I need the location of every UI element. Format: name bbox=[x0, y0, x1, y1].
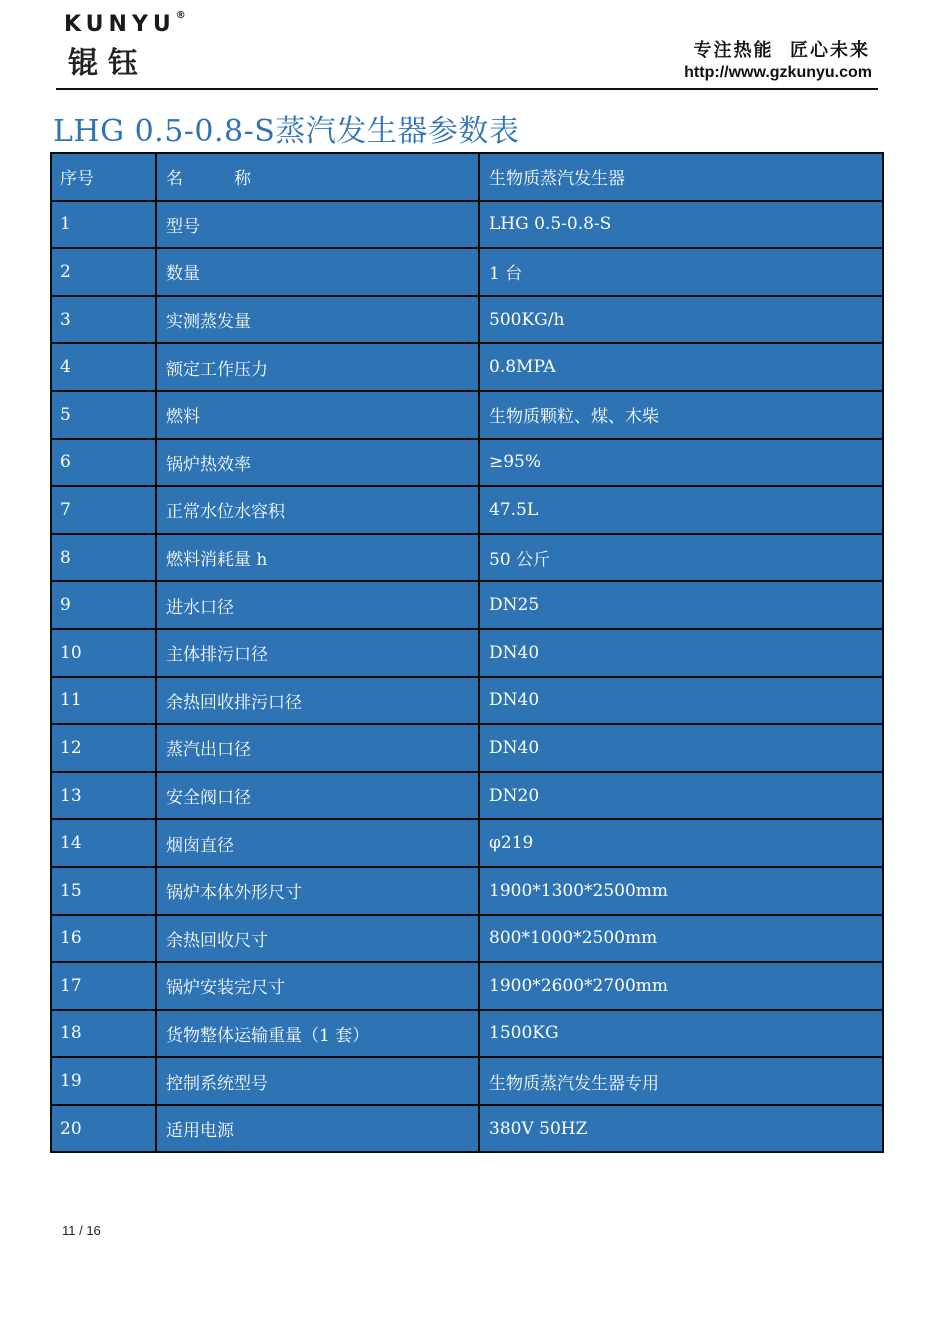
table-row bbox=[51, 391, 883, 439]
row-name-cell: 主体排污口径 bbox=[156, 629, 479, 677]
row-name-cell: 余热回收排污口径 bbox=[156, 677, 479, 725]
row-name-cell: 控制系统型号 bbox=[156, 1057, 479, 1105]
row-no-cell: 8 bbox=[51, 534, 156, 582]
table-row bbox=[51, 201, 883, 249]
table-row bbox=[51, 1105, 883, 1153]
table-row bbox=[51, 772, 883, 820]
row-value-cell: ≥95% bbox=[479, 439, 883, 487]
row-no-cell: 6 bbox=[51, 439, 156, 487]
row-value-cell: LHG 0.5-0.8-S bbox=[479, 201, 883, 249]
header-divider bbox=[56, 88, 878, 90]
table-row bbox=[51, 486, 883, 534]
row-value-cell: DN20 bbox=[479, 772, 883, 820]
table-row bbox=[51, 629, 883, 677]
row-value-cell: 生物质蒸汽发生器专用 bbox=[479, 1057, 883, 1105]
row-name-cell: 正常水位水容积 bbox=[156, 486, 479, 534]
row-no-cell: 13 bbox=[51, 772, 156, 820]
table-row bbox=[51, 296, 883, 344]
row-name-cell: 蒸汽出口径 bbox=[156, 724, 479, 772]
row-no-cell: 20 bbox=[51, 1105, 156, 1153]
row-name-cell: 实测蒸发量 bbox=[156, 296, 479, 344]
row-no-cell: 7 bbox=[51, 486, 156, 534]
table-row bbox=[51, 724, 883, 772]
table-row bbox=[51, 677, 883, 725]
row-no-cell: 3 bbox=[51, 296, 156, 344]
row-name-cell: 锅炉热效率 bbox=[156, 439, 479, 487]
table-row bbox=[51, 1057, 883, 1105]
row-name-cell: 燃料消耗量 h bbox=[156, 534, 479, 582]
row-value-cell: 1900*1300*2500mm bbox=[479, 867, 883, 915]
table-row bbox=[51, 439, 883, 487]
brand-logo bbox=[64, 8, 264, 81]
row-no-cell: 2 bbox=[51, 248, 156, 296]
table-header-row bbox=[51, 153, 883, 201]
table-row bbox=[51, 867, 883, 915]
row-value-cell: 1 台 bbox=[479, 248, 883, 296]
row-value-cell: 500KG/h bbox=[479, 296, 883, 344]
row-no-cell: 4 bbox=[51, 343, 156, 391]
table-row bbox=[51, 962, 883, 1010]
row-value-cell: 47.5L bbox=[479, 486, 883, 534]
row-value-cell: 50 公斤 bbox=[479, 534, 883, 582]
row-no-cell: 12 bbox=[51, 724, 156, 772]
brand-name-en: KUNYU® bbox=[64, 10, 186, 37]
row-no-cell: 15 bbox=[51, 867, 156, 915]
row-value-cell: DN40 bbox=[479, 677, 883, 725]
row-no-cell: 11 bbox=[51, 677, 156, 725]
row-name-cell: 数量 bbox=[156, 248, 479, 296]
header-no-cell: 序号 bbox=[51, 153, 156, 201]
table-row bbox=[51, 819, 883, 867]
header-value-cell: 生物质蒸汽发生器 bbox=[479, 153, 883, 201]
row-value-cell: 0.8MPA bbox=[479, 343, 883, 391]
page-title: LHG 0.5-0.8-S蒸汽发生器参数表 bbox=[53, 114, 520, 149]
row-name-cell: 进水口径 bbox=[156, 581, 479, 629]
table-row bbox=[51, 534, 883, 582]
row-name-cell: 货物整体运输重量（1 套） bbox=[156, 1010, 479, 1058]
header-name-cell: 名 称 bbox=[156, 153, 479, 201]
table-row bbox=[51, 248, 883, 296]
website-url: http://www.gzkunyu.com bbox=[684, 64, 872, 81]
table-row bbox=[51, 343, 883, 391]
row-no-cell: 17 bbox=[51, 962, 156, 1010]
row-value-cell: φ219 bbox=[479, 819, 883, 867]
row-name-cell: 余热回收尺寸 bbox=[156, 915, 479, 963]
row-no-cell: 16 bbox=[51, 915, 156, 963]
row-name-cell: 锅炉本体外形尺寸 bbox=[156, 867, 479, 915]
row-value-cell: 1500KG bbox=[479, 1010, 883, 1058]
row-no-cell: 1 bbox=[51, 201, 156, 249]
row-value-cell: DN25 bbox=[479, 581, 883, 629]
row-no-cell: 9 bbox=[51, 581, 156, 629]
registered-mark: ® bbox=[175, 10, 186, 21]
page-number: 11 / 16 bbox=[62, 1223, 101, 1238]
row-value-cell: DN40 bbox=[479, 629, 883, 677]
row-value-cell: 800*1000*2500mm bbox=[479, 915, 883, 963]
row-name-cell: 烟囱直径 bbox=[156, 819, 479, 867]
row-name-cell: 适用电源 bbox=[156, 1105, 479, 1153]
row-value-cell: 生物质颗粒、煤、木柴 bbox=[479, 391, 883, 439]
row-value-cell: 380V 50HZ bbox=[479, 1105, 883, 1153]
row-value-cell: DN40 bbox=[479, 724, 883, 772]
company-slogan: 专注热能 匠心未来 bbox=[693, 40, 870, 61]
table-row bbox=[51, 915, 883, 963]
row-name-cell: 额定工作压力 bbox=[156, 343, 479, 391]
row-name-cell: 锅炉安装完尺寸 bbox=[156, 962, 479, 1010]
table-row bbox=[51, 1010, 883, 1058]
row-name-cell: 燃料 bbox=[156, 391, 479, 439]
row-no-cell: 5 bbox=[51, 391, 156, 439]
row-no-cell: 19 bbox=[51, 1057, 156, 1105]
row-name-cell: 型号 bbox=[156, 201, 479, 249]
row-value-cell: 1900*2600*2700mm bbox=[479, 962, 883, 1010]
row-name-cell: 安全阀口径 bbox=[156, 772, 479, 820]
row-no-cell: 10 bbox=[51, 629, 156, 677]
parameter-table bbox=[50, 152, 884, 1153]
row-no-cell: 18 bbox=[51, 1010, 156, 1058]
row-no-cell: 14 bbox=[51, 819, 156, 867]
table-row bbox=[51, 581, 883, 629]
brand-name-cn: 锟钰 bbox=[68, 46, 148, 81]
